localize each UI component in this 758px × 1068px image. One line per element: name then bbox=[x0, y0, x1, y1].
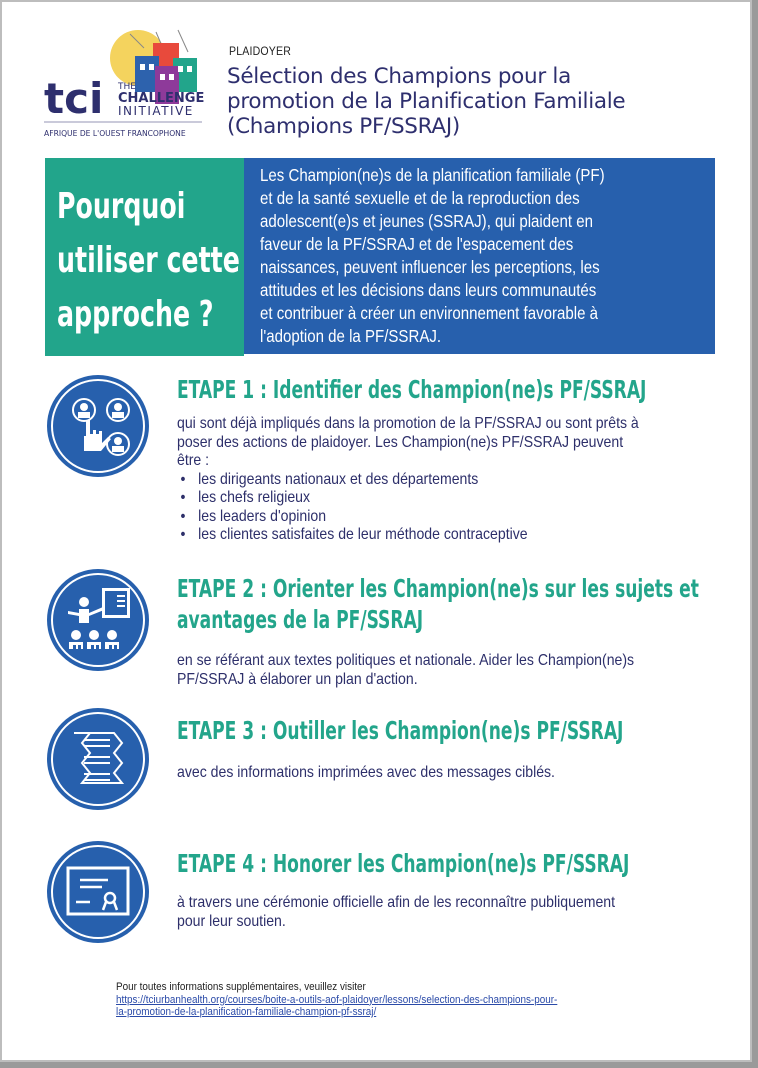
step-4-title: ETAPE 4 : Honorer les Champion(ne)s PF/SSRAJ bbox=[177, 849, 630, 878]
step-3-title: ETAPE 3 : Outiller les Champion(ne)s PF/SSRAJ bbox=[177, 716, 624, 745]
intro-line: et de la santé sexuelle et de la reproduction des bbox=[260, 188, 580, 208]
tci-logo bbox=[38, 26, 218, 146]
list-item: • les dirigeants nationaux et des départements bbox=[198, 471, 705, 490]
step-4-body bbox=[177, 894, 705, 931]
body-line: PF/SSRAJ à élaborer un plan d'action. bbox=[177, 670, 418, 688]
title-line: promotion de la Planification Familiale bbox=[227, 89, 626, 114]
footer-text: Pour toutes informations supplémentaires, veuillez visiter bbox=[116, 981, 366, 993]
list-item: • les chefs religieux bbox=[198, 489, 705, 508]
step-3-body bbox=[177, 764, 705, 783]
question-heading bbox=[57, 180, 240, 342]
body-line: pour leur soutien. bbox=[177, 912, 286, 930]
more-info-link[interactable] bbox=[116, 994, 674, 1019]
link-line: la-promotion-de-la-planification-familiale-champion-pf-ssraj/ bbox=[116, 1006, 377, 1018]
svg-text:INITIATIVE: INITIATIVE bbox=[118, 104, 194, 118]
step-1-body bbox=[177, 415, 705, 545]
footer bbox=[116, 981, 674, 1019]
body-line: poser des actions de plaidoyer. Les Champion(ne)s PF/SSRAJ peuvent bbox=[177, 433, 624, 451]
body-line: en se référant aux textes politiques et nationale. Aider les Champion(ne)s bbox=[177, 652, 635, 669]
intro-panel bbox=[45, 158, 715, 356]
svg-text:THE: THE bbox=[118, 82, 136, 92]
folded-leaflet-icon bbox=[46, 707, 150, 811]
certificate-icon bbox=[46, 840, 150, 944]
people-select-icon bbox=[46, 374, 150, 478]
title-line: ETAPE 2 : Orienter les Champion(ne)s sur les sujets et bbox=[177, 574, 699, 603]
intro-line: et contribuer à créer un environnement favorable à bbox=[260, 303, 598, 323]
intro-line: faveur de la PF/SSRAJ et de l'espacement des bbox=[260, 234, 574, 254]
question-line: utiliser cette bbox=[57, 240, 240, 281]
link-line: https://tciurbanhealth.org/courses/boite-a-outils-aof-plaidoyer/lessons/selection-des-champions-pour- bbox=[116, 993, 558, 1006]
intro-paragraph bbox=[260, 164, 707, 348]
intro-line: l'adoption de la PF/SSRAJ. bbox=[260, 326, 442, 346]
body-line: avec des informations imprimées avec des messages ciblés. bbox=[177, 764, 555, 781]
step-2-body bbox=[177, 652, 705, 689]
question-box bbox=[45, 158, 244, 356]
title-line: avantages de la PF/SSRAJ bbox=[177, 605, 424, 634]
list-item: • les leaders d'opinion bbox=[198, 508, 705, 527]
page-title bbox=[227, 64, 747, 139]
step-1-title: ETAPE 1 : Identifier des Champion(ne)s PF/SSRAJ bbox=[177, 375, 647, 404]
intro-line: adolescent(e)s et jeunes (SSRAJ), qui plaident en bbox=[260, 211, 593, 231]
svg-text:CHALLENGE: CHALLENGE bbox=[118, 91, 205, 106]
intro-line: Les Champion(ne)s de la planification familiale (PF) bbox=[260, 165, 605, 185]
step-2-title bbox=[177, 573, 699, 635]
question-line: approche ? bbox=[57, 294, 214, 335]
svg-text:tci: tci bbox=[44, 74, 104, 123]
category-label: PLAIDOYER bbox=[229, 44, 292, 58]
body-line: être : bbox=[177, 452, 210, 469]
body-line: qui sont déjà impliqués dans la promotion de la PF/SSRAJ ou sont prêts à bbox=[177, 415, 639, 432]
intro-line: naissances, peuvent influencer les perceptions, les bbox=[260, 257, 600, 277]
title-line: (Champions PF/SSRAJ) bbox=[227, 114, 460, 139]
intro-line: attitudes et les décisions dans leurs communautés bbox=[260, 280, 597, 300]
champion-types-list bbox=[177, 471, 705, 545]
presentation-icon bbox=[46, 568, 150, 672]
intro-text-box bbox=[244, 158, 715, 354]
svg-text:AFRIQUE DE L'OUEST FRANCOPHONE: AFRIQUE DE L'OUEST FRANCOPHONE bbox=[44, 129, 186, 138]
question-line: Pourquoi bbox=[57, 186, 186, 227]
body-line: à travers une cérémonie officielle afin de les reconnaître publiquement bbox=[177, 894, 616, 911]
title-line: Sélection des Champions pour la bbox=[227, 64, 571, 89]
list-item: • les clientes satisfaites de leur méthode contraceptive bbox=[198, 526, 705, 545]
